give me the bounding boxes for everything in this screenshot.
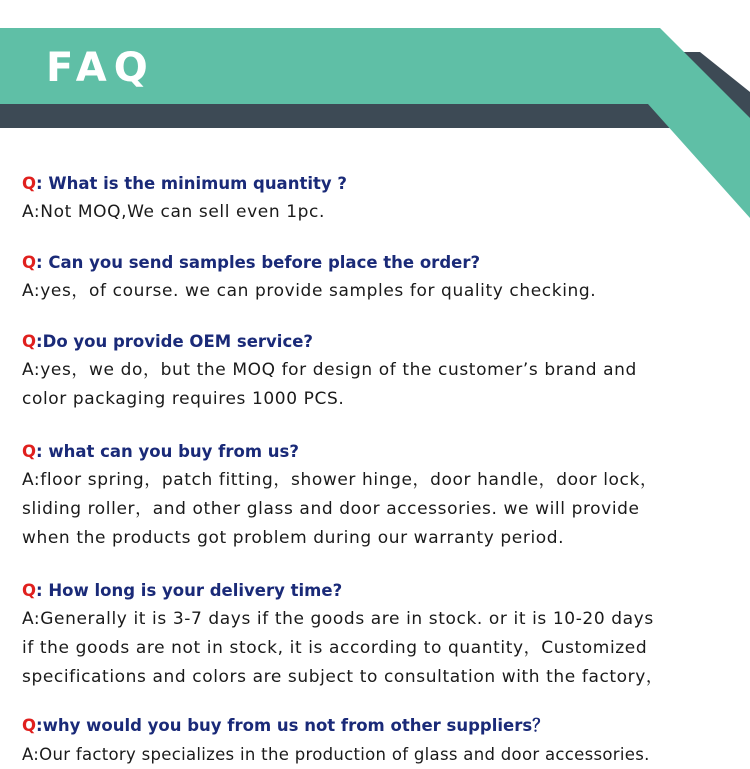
answer-line: A:floor spring，patch fitting，shower hinge，door handle，door lock， xyxy=(22,470,658,490)
page-title: FAQ xyxy=(46,45,155,91)
faq-question xyxy=(22,438,740,466)
answer-line: A:Our factory specializes in the production of glass and door accessories. xyxy=(22,745,650,764)
faq-item xyxy=(22,577,740,692)
question-marker: Q xyxy=(22,581,37,600)
faq-item xyxy=(22,170,740,227)
answer-line: A:Generally it is 3-7 days if the goods are in stock. or it is 10-20 days xyxy=(22,609,654,629)
answer-line: if the goods are not in stock, it is according to quantity，Customized xyxy=(22,638,648,658)
answer-line: A:yes，of course. we can provide samples for quality checking. xyxy=(22,281,597,301)
question-marker: Q xyxy=(22,174,37,193)
question-text: :Do you provide OEM service? xyxy=(36,332,313,351)
question-marker: Q xyxy=(22,332,37,351)
question-marker: Q xyxy=(22,716,37,735)
answer-line: color packaging requires 1000 PCS. xyxy=(22,389,345,409)
answer-line: specifications and colors are subject to consultation with the factory， xyxy=(22,667,664,687)
faq-question xyxy=(22,170,740,198)
faq-item xyxy=(22,249,740,306)
answer-line: sliding roller，and other glass and door accessories. we will provide xyxy=(22,499,640,519)
question-marker: Q xyxy=(22,442,37,461)
question-marker: Q xyxy=(22,253,37,272)
faq-question xyxy=(22,249,740,277)
answer-line: A:Not MOQ,We can sell even 1pc. xyxy=(22,202,325,222)
question-text: : What is the minimum quantity ? xyxy=(36,174,347,193)
question-text: : How long is your delivery time? xyxy=(36,581,343,600)
faq-item xyxy=(22,438,740,553)
faq-list xyxy=(22,170,740,769)
question-text: :why would you buy from us not from other suppliers？ xyxy=(36,716,549,735)
answer-line: when the products got problem during our warranty period. xyxy=(22,528,565,548)
faq-question xyxy=(22,577,740,605)
faq-question xyxy=(22,328,740,356)
question-text: : what can you buy from us? xyxy=(36,442,299,461)
faq-item xyxy=(22,712,740,769)
answer-line: A:yes，we do，but the MOQ for design of the customer’s brand and xyxy=(22,360,637,380)
question-text: : Can you send samples before place the order? xyxy=(36,253,481,272)
faq-question xyxy=(22,712,740,740)
faq-item xyxy=(22,328,740,414)
